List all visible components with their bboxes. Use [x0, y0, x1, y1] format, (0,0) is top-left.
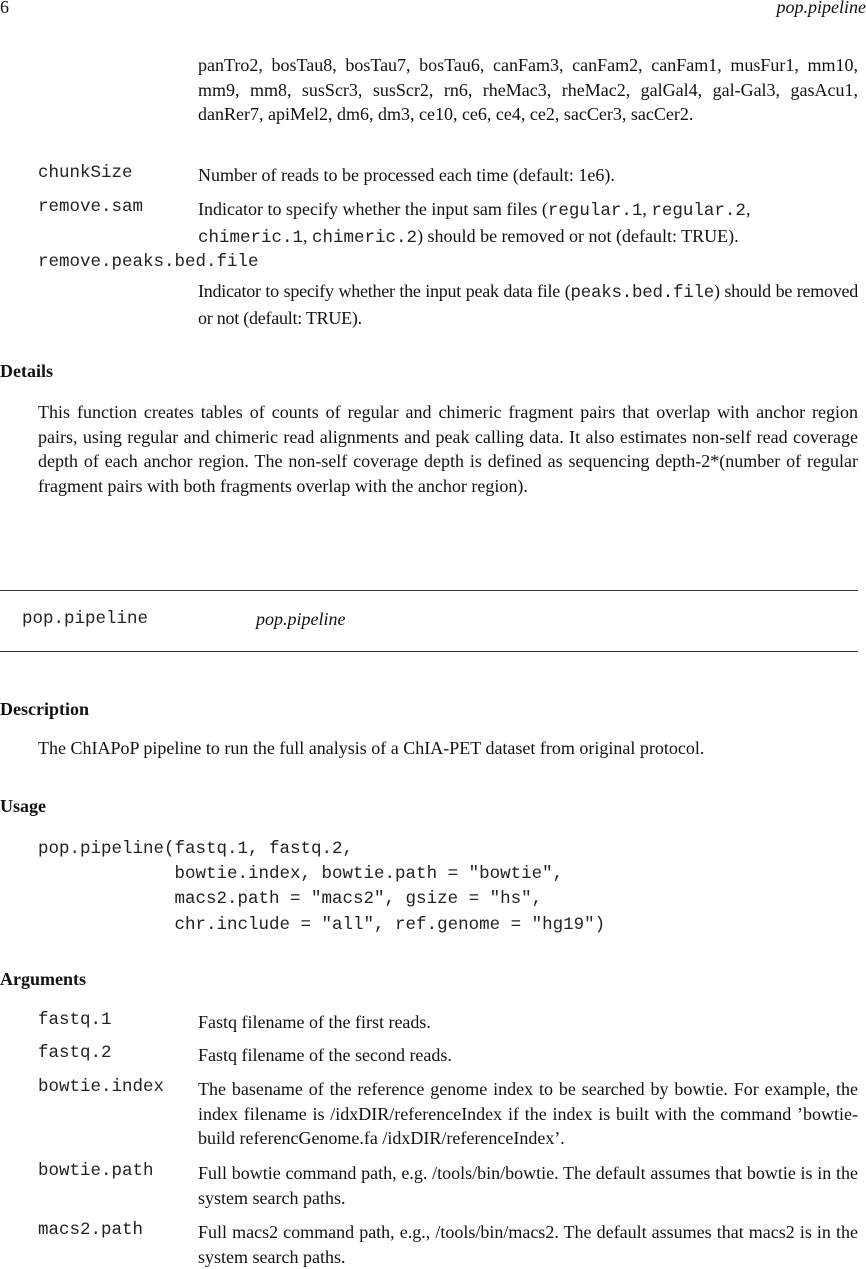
- arg-name-fastq-2: fastq.2: [38, 1043, 112, 1063]
- arg-name-remove-sam: remove.sam: [38, 197, 144, 217]
- details-heading: Details: [0, 361, 53, 381]
- arg-desc-fastq-2: Fastq filename of the second reads.: [198, 1045, 452, 1065]
- arg-desc-remove-peaks-bed-file: Indicator to specify whether the input peak data file (peaks.bed.file) should be removed or not (default: TRUE).: [198, 281, 858, 328]
- code-chimeric-1: chimeric.1: [198, 227, 304, 248]
- top-rule: [0, 590, 858, 591]
- arg-desc-macs2-path: Full macs2 command path, e.g., /tools/bin/macs2. The default assumes that macs2 is in the system search paths.: [198, 1222, 858, 1267]
- details-paragraph: This function creates tables of counts of regular and chimeric fragment pairs that overlap with anchor region pairs, using regular and chimeric read alignments and peak calling data. It also estimates non-self read coverage depth of each anchor region. The non-self coverage depth is defined as sequencing depth-2*(number of regular fragment pairs with both fragments overlap with the anchor region).: [38, 402, 858, 496]
- usage-heading: Usage: [0, 796, 46, 816]
- code-chimeric-2: chimeric.2: [312, 227, 418, 248]
- arg-name-chunksize: chunkSize: [38, 163, 133, 183]
- usage-code: pop.pipeline(fastq.1, fastq.2, bowtie.index, bowtie.path = "bowtie", macs2.path = "macs2", gsize = "hs", chr.include = "all", ref.genome = "hg19"): [38, 839, 606, 935]
- arg-desc-chunksize: Number of reads to be processed each time (default: 1e6).: [198, 165, 615, 185]
- arg-desc-bowtie-path: Full bowtie command path, e.g. /tools/bin/bowtie. The default assumes that bowtie is in the system search paths.: [198, 1163, 858, 1208]
- arguments-heading: Arguments: [0, 969, 86, 989]
- arg-name-macs2-path: macs2.path: [38, 1220, 144, 1240]
- code-regular-1: regular.1: [547, 201, 643, 221]
- arg-name-bowtie-index: bowtie.index: [38, 1077, 165, 1097]
- genomes-list-text: panTro2, bosTau8, bosTau7, bosTau6, canFam3, canFam2, canFam1, musFur1, mm10, mm9, mm8, susScr3, susScr2, rn6, rheMac3, rheMac2, galGal4, gal-Gal3, gasAcu1, danRer7, apiMel2, dm6, dm3, ce10, ce6, ce4, ce2, sacCer3, sacCer2.: [198, 55, 858, 124]
- page-number: 6: [0, 0, 9, 17]
- arg-desc-fastq-1: Fastq filename of the first reads.: [198, 1012, 431, 1032]
- running-title: pop.pipeline: [776, 0, 866, 17]
- code-peaks-bed-file: peaks.bed.file: [570, 283, 714, 303]
- code-regular-2: regular.2: [651, 201, 746, 221]
- bottom-rule: [0, 651, 858, 652]
- arg-desc-bowtie-index: The basename of the reference genome index to be searched by bowtie. For example, the index filename is /idxDIR/referenceIndex if the index is built with the command ’bowtie-build referencGenome.fa /idxDIR/referenceIndex’.: [198, 1079, 858, 1148]
- arg-name-remove-peaks-bed-file: remove.peaks.bed.file: [38, 252, 259, 272]
- arg-name-fastq-1: fastq.1: [38, 1010, 112, 1030]
- topic-title: pop.pipeline: [256, 609, 346, 629]
- arg-desc-remove-sam: Indicator to specify whether the input sam files (regular.1, regular.2, chimeric.1, chimeric.2) should be removed or not (default: TRUE).: [198, 199, 751, 248]
- description-text: The ChIAPoP pipeline to run the full analysis of a ChIA-PET dataset from original protocol.: [38, 738, 705, 758]
- topic-name: pop.pipeline: [22, 609, 149, 629]
- description-heading: Description: [0, 699, 89, 719]
- arg-name-bowtie-path: bowtie.path: [38, 1161, 154, 1181]
